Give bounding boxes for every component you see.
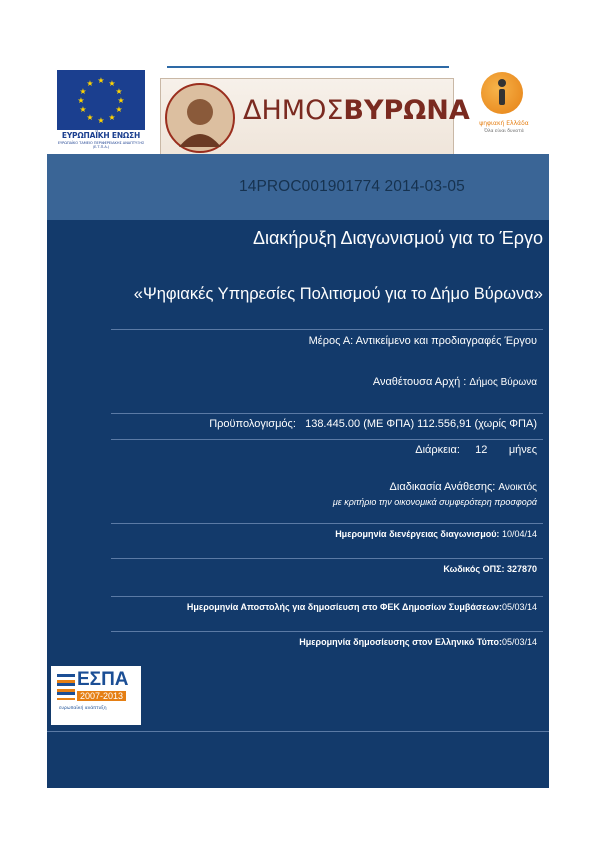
dimos-wordmark-plain: ΔΗΜΟΣ: [243, 95, 344, 126]
duration-value: 12: [475, 444, 488, 456]
svg-text:★: ★: [115, 87, 123, 96]
eu-logo: [55, 70, 147, 150]
bottom-divider: [47, 731, 549, 732]
psifiaki-label: ψηφιακή Ελλάδα: [479, 120, 529, 127]
page-title: Διακήρυξη Διαγωνισμού για το Έργο: [252, 228, 543, 248]
budget-value: 138.445.00 (ΜΕ ΦΠΑ) 112.556,91 (χωρίς ΦΠΑ): [305, 418, 537, 430]
svg-text:★: ★: [108, 79, 116, 88]
part-label: Μέρος Α: Αντικείμενο και προδιαγραφές Έργου: [308, 335, 537, 347]
fek-text: [187, 602, 537, 612]
svg-text:★: ★: [108, 113, 116, 122]
dimos-wordmark-bold: ΒΥΡΩΝΑ: [343, 95, 470, 126]
psifiaki-sub: Όλα είναι δυνατά: [484, 129, 524, 134]
part-row: [111, 329, 543, 360]
svg-text:★: ★: [77, 96, 85, 105]
press-label: Ημερομηνία δημοσίευσης στον Ελληνικό Τύπο:: [299, 637, 502, 647]
procedure-label: Διαδικασία Ανάθεσης:: [389, 481, 496, 493]
ops-row: [111, 558, 543, 597]
press-value: 05/03/14: [501, 637, 537, 647]
espa-logo: [51, 666, 141, 725]
authority-text: [373, 376, 537, 388]
espa-wordmark: ΕΣΠΑ: [77, 669, 129, 690]
budget-text: [209, 418, 537, 430]
svg-text:★: ★: [115, 105, 123, 114]
authority-value: Δήμος Βύρωνα: [469, 377, 537, 388]
ops-code: Κωδικός ΟΠΣ: 327870: [443, 564, 537, 574]
info-person-icon: [481, 72, 523, 114]
dimos-vyrona-logo: [160, 78, 470, 157]
dimos-wordmark: [243, 95, 470, 126]
procedure-row: [111, 465, 543, 523]
espa-tagline: ευρωπαϊκή ανάπτυξη: [59, 706, 107, 711]
budget-label: Προϋπολογισμός:: [209, 418, 296, 430]
tender-date-row: [111, 523, 543, 559]
espa-years: 2007-2013: [77, 691, 126, 701]
portrait-icon: [165, 83, 235, 153]
espa-stripes-icon: [57, 674, 75, 700]
cover-page: [47, 66, 549, 788]
tender-date-text: [335, 529, 537, 539]
procurement-code: 14PROC001901774 2014-03-05: [239, 178, 465, 195]
svg-text:★: ★: [117, 96, 125, 105]
tender-date-value: 10/04/14: [501, 529, 537, 539]
svg-text:★: ★: [86, 113, 94, 122]
tender-date-label: Ημερομηνία διενέργειας διαγωνισμού:: [335, 529, 500, 539]
eu-label: ΕΥΡΩΠΑΪΚΗ ΕΝΩΣΗ: [61, 131, 141, 140]
authority-label: Αναθέτουσα Αρχή :: [372, 376, 467, 388]
duration-text: [415, 444, 537, 456]
press-text: [299, 637, 537, 647]
top-rule: [167, 66, 449, 68]
logo-strip: [47, 66, 549, 154]
duration-unit: μήνες: [508, 444, 537, 456]
fek-row: [111, 596, 543, 632]
svg-text:★: ★: [79, 87, 87, 96]
svg-text:★: ★: [97, 76, 105, 85]
svg-text:★: ★: [79, 105, 87, 114]
code-band: [47, 154, 549, 220]
project-title: «Ψηφιακές Υπηρεσίες Πολιτισμού για το Δήμο Βύρωνα»: [133, 285, 543, 303]
budget-row: [111, 413, 543, 440]
duration-label: Διάρκεια:: [415, 444, 460, 456]
svg-text:★: ★: [86, 79, 94, 88]
fek-label: Ημερομηνία Αποστολής για δημοσίευση στο ΦΕΚ Δημοσίων Συμβάσεων:: [186, 602, 502, 612]
psifiaki-ellada-logo: [463, 70, 545, 152]
eu-sub-label: ΕΥΡΩΠΑΪΚΟ ΤΑΜΕΙΟ ΠΕΡΙΦΕΡΕΙΑΚΗΣ ΑΝΑΠΤΥΞΗΣ (Ε.Τ.Π.Α.): [57, 141, 145, 149]
duration-row: [111, 439, 543, 466]
procedure-note: με κριτήριο την οικονομικά συμφερότερη προσφορά: [332, 497, 537, 507]
procedure-value: Ανοικτός: [498, 482, 537, 493]
svg-text:★: ★: [97, 116, 105, 125]
authority-row: [111, 359, 543, 413]
procedure-text: [390, 481, 537, 493]
press-row: [111, 631, 543, 667]
fek-value: 05/03/14: [501, 602, 537, 612]
eu-flag-icon: [57, 70, 145, 130]
